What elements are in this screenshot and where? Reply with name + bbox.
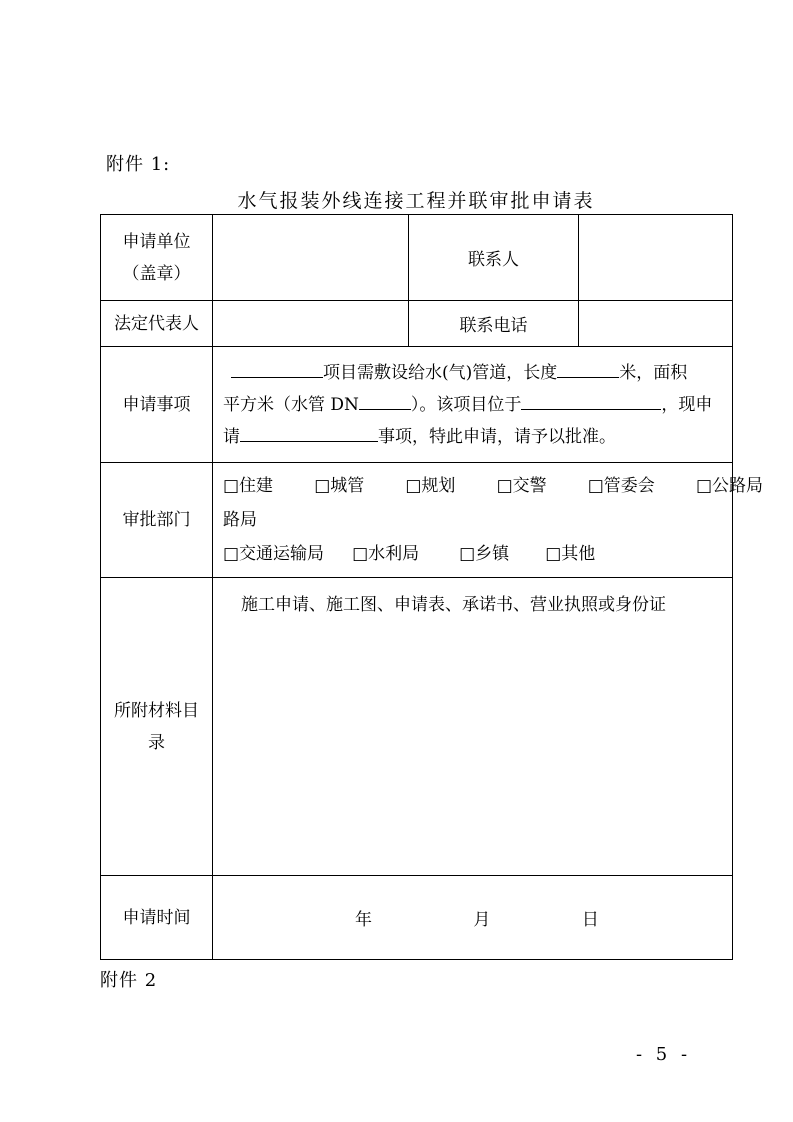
materials-label: 所附材料目 录	[101, 578, 213, 876]
form-title: 水气报装外线连接工程并联审批申请表	[237, 190, 595, 212]
legal-rep-label: 法定代表人	[101, 301, 213, 347]
length-blank[interactable]	[557, 357, 619, 378]
time-label: 申请时间	[101, 876, 213, 960]
matter-blank[interactable]	[240, 421, 378, 442]
day-label: 日	[581, 910, 599, 930]
legal-rep-field[interactable]	[213, 301, 409, 347]
dept-option-committee[interactable]: □管委会	[587, 476, 655, 496]
departments-list	[213, 463, 763, 578]
year-label: 年	[355, 910, 372, 930]
location-blank[interactable]	[521, 389, 661, 410]
dept-option-highway-start[interactable]: □公路局	[695, 476, 763, 496]
dept-option-water[interactable]: □水利局	[352, 544, 420, 564]
applicant-unit-label: 申请单位 （盖章）	[101, 215, 213, 301]
matter-text: 项目需敷设给水(气)管道，长度 米，面积 平方米（水管 DN ）。该项目位于 ，现申 请 事项，特此申请，请予以批准。	[213, 347, 733, 463]
project-name-blank[interactable]	[231, 357, 323, 378]
attachment-1-heading: 附件 1:	[106, 154, 171, 175]
materials-text: 施工申请、施工图、申请表、承诺书、营业执照或身份证	[213, 578, 733, 876]
month-label: 月	[473, 910, 491, 930]
dept-option-township[interactable]: □乡镇	[459, 544, 510, 564]
phone-label: 联系电话	[409, 301, 579, 347]
dept-option-highway-wrap: 路局	[223, 510, 257, 530]
applicant-unit-field[interactable]	[213, 215, 409, 301]
date-field[interactable]	[213, 876, 733, 960]
phone-field[interactable]	[579, 301, 733, 347]
dept-option-traffic-police[interactable]: □交警	[496, 476, 547, 496]
dept-option-other[interactable]: □其他	[545, 544, 596, 564]
dept-option-transport[interactable]: □交通运输局	[223, 544, 325, 564]
page-number: - 5 -	[636, 1044, 692, 1065]
dn-blank[interactable]	[359, 389, 411, 410]
dept-option-planning[interactable]: □规划	[405, 476, 456, 496]
application-form-table	[100, 214, 763, 960]
attachment-2-heading: 附件 2	[100, 970, 158, 991]
dept-label: 审批部门	[101, 463, 213, 578]
contact-field[interactable]	[579, 215, 733, 301]
matter-label: 申请事项	[101, 347, 213, 463]
contact-label: 联系人	[409, 215, 579, 301]
dept-option-urban[interactable]: □城管	[314, 476, 365, 496]
dept-option-housing[interactable]: □住建	[223, 476, 274, 496]
